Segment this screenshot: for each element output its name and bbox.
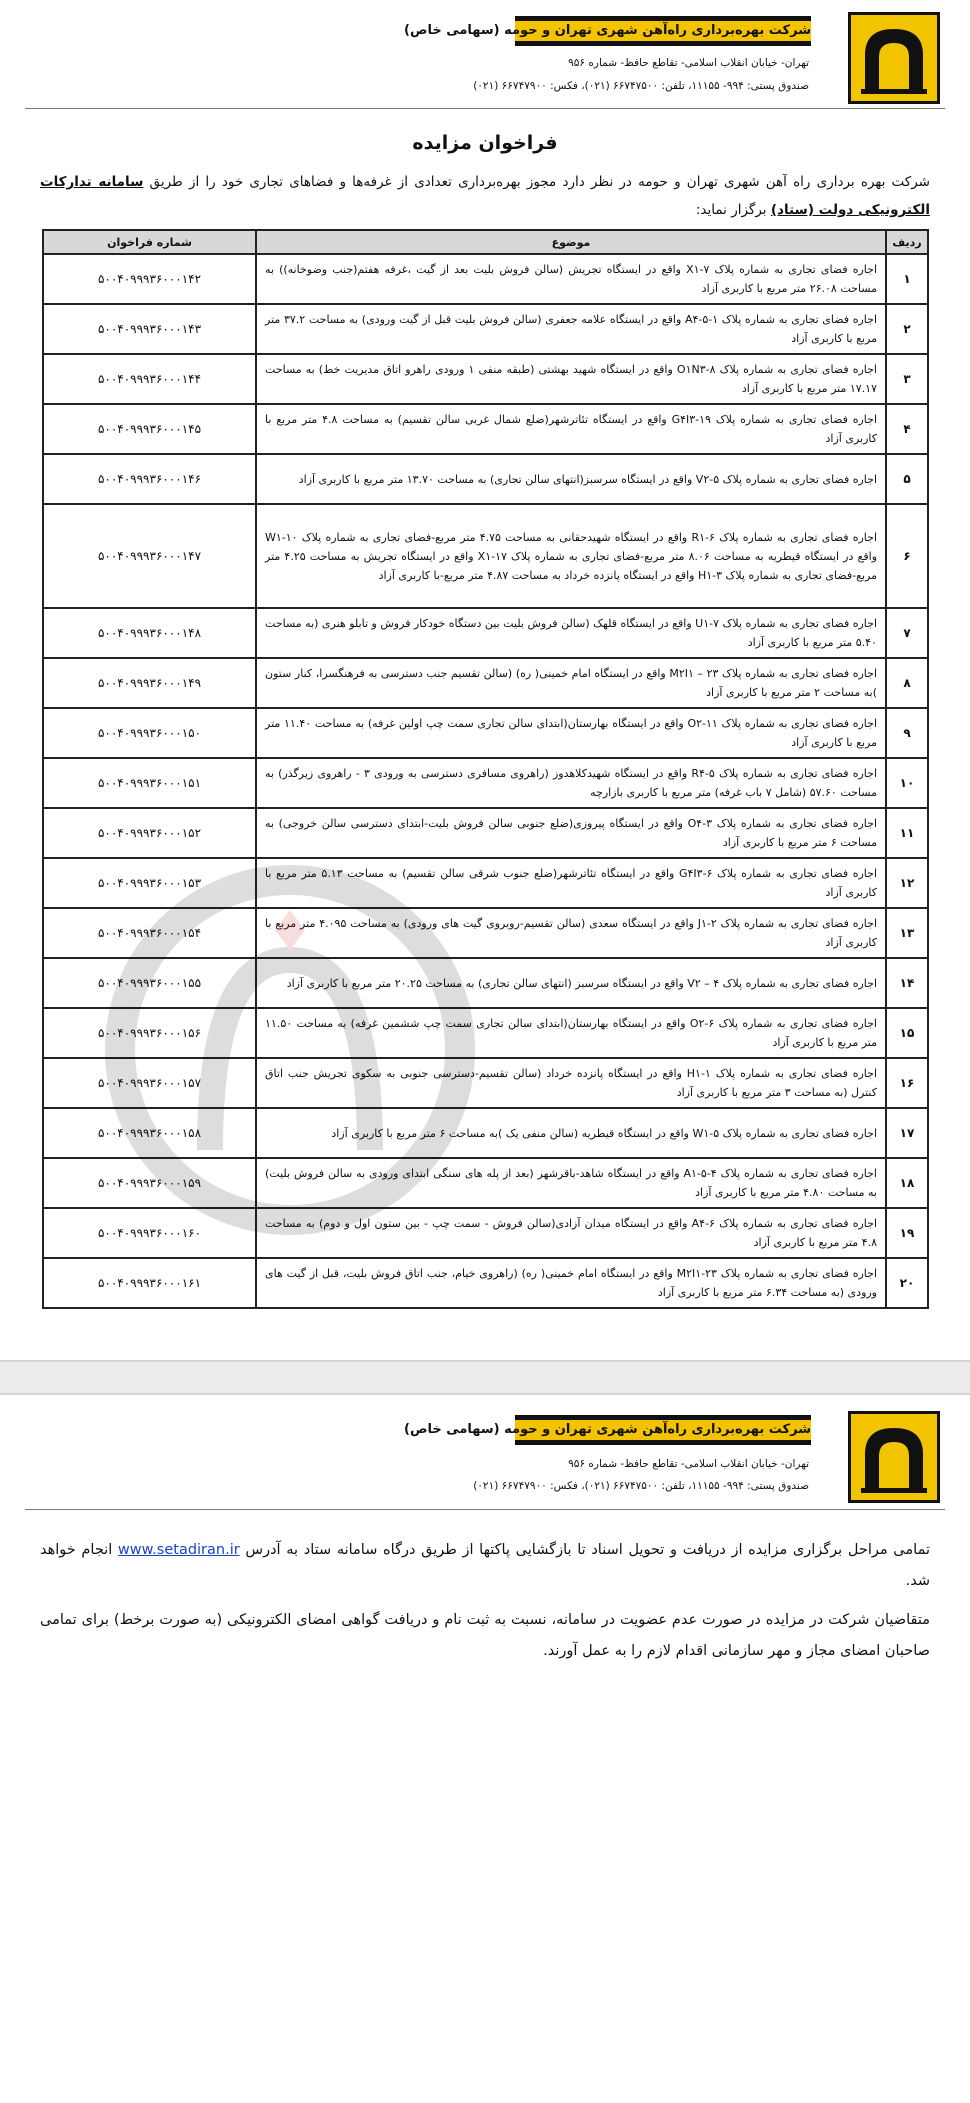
row-subject: اجاره فضای تجاری به شماره پلاک J۱-۲ واقع در ایستگاه سعدی (سالن تقسیم-روبروی گیت های ورودی) به مساحت ۴.۰۹۵ متر مربع با کاربری آزاد (256, 908, 886, 958)
row-subject: اجاره فضای تجاری به شماره پلاک V۲-۵ واقع در ایستگاه سرسبز(انتهای سالن تجاری) به مساحت ۱۳.۷۰ متر مربع با کاربری آزاد (256, 454, 886, 504)
row-call-number: ۵۰۰۴۰۹۹۹۳۶۰۰۰۱۵۵ (43, 958, 256, 1008)
table-row (43, 454, 928, 504)
table-row (43, 758, 928, 808)
table-row (43, 1208, 928, 1258)
row-subject: اجاره فضای تجاری به شماره پلاک R۱-۶ واقع در ایستگاه شهیدحقانی به مساحت ۴.۷۵ متر مربع-فضای تجاری به شماره پلاک W۱-۱۰ واقع در ایستگاه قیطریه به مساحت ۸.۰۶ متر مربع-فضای تجاری به شماره پلاک X۱-۱۷ واقع در ایستگاه تجریش به مساحت ۴.۲۵ متر مربع-فضای تجاری به شماره پلاک H۱-۳ واقع در ایستگاه پانزده خرداد به مساحت ۴.۸۷ متر مربع-با کاربری آزاد (256, 504, 886, 608)
process-paragraph (40, 1535, 930, 1597)
header-call-no: شماره فراخوان (43, 230, 256, 254)
row-number: ۱۰ (886, 758, 928, 808)
row-subject: اجاره فضای تجاری به شماره پلاک W۱-۵ واقع در ایستگاه قیطریه (سالن منفی یک )به مساحت ۶ متر مربع با کاربری آزاد (256, 1108, 886, 1158)
document-page-2 (0, 1395, 970, 2103)
process-text-end: انجام خواهد شد. (40, 1542, 930, 1589)
row-subject: اجاره فضای تجاری به شماره پلاک U۱-۷ واقع در ایستگاه قلهک (سالن فروش بلیت بین دستگاه خودکار فروش و تابلو هنری (به مساحت ۵.۴۰ متر مربع با کاربری آزاد (256, 608, 886, 658)
row-number: ۷ (886, 608, 928, 658)
row-call-number: ۵۰۰۴۰۹۹۹۳۶۰۰۰۱۵۴ (43, 908, 256, 958)
table-row (43, 1058, 928, 1108)
row-subject: اجاره فضای تجاری به شماره پلاک O۱N۳-۸ واقع در ایستگاه شهید بهشتی (طبقه منفی ۱ ورودی راهرو اتاق مدیریت خط) به مساحت ۱۷.۱۷ متر مربع با کاربری آزاد (256, 354, 886, 404)
row-subject: اجاره فضای تجاری به شماره پلاک G۴I۳-۶ واقع در ایستگاه تئاترشهر(ضلع جنوب شرقی سالن تقسیم) به مساحت ۵.۱۳ متر مربع با کاربری آزاد (256, 858, 886, 908)
applicants-paragraph: متقاضیان شرکت در مزایده در صورت عدم عضویت در سامانه، نسبت به ثبت نام و دریافت گواهی امضای الکترونیکی (به صورت برخط) برای تمامی صاحبان امضای مجاز و مهر سازمانی اقدام لازم را به عمل آورند. (40, 1612, 930, 1659)
row-call-number: ۵۰۰۴۰۹۹۹۳۶۰۰۰۱۵۰ (43, 708, 256, 758)
table-row (43, 404, 928, 454)
table-row (43, 608, 928, 658)
table-row (43, 504, 928, 608)
company-name-bar: شرکت بهره‌برداری راه‌آهن شهری تهران و حومه (سهامی خاص) (515, 1415, 811, 1445)
row-number: ۵ (886, 454, 928, 504)
header-row-no: ردیف (886, 230, 928, 254)
company-contact: صندوق پستی: ۹۹۴- ۱۱۱۵۵، تلفن: ۶۶۷۴۷۵۰۰ (۰۲۱)، فکس: ۶۶۷۴۷۹۰۰ (۰۲۱) (473, 1480, 809, 1492)
table-row (43, 808, 928, 858)
row-call-number: ۵۰۰۴۰۹۹۹۳۶۰۰۰۱۵۱ (43, 758, 256, 808)
row-call-number: ۵۰۰۴۰۹۹۹۳۶۰۰۰۱۴۵ (43, 404, 256, 454)
row-subject: اجاره فضای تجاری به شماره پلاک O۲-۶ واقع در ایستگاه بهارستان(ابتدای سالن تجاری سمت چپ ششمین غرفه) به مساحت ۱۱.۵۰ متر مربع با کاربری آزاد (256, 1008, 886, 1058)
intro-paragraph (40, 168, 930, 224)
company-name-bar: شرکت بهره‌برداری راه‌آهن شهری تهران و حومه (سهامی خاص) (515, 16, 811, 46)
row-subject: اجاره فضای تجاری به شماره پلاک M۲I۱ – ۲۳ واقع در ایستگاه امام خمینی( ره) (سالن تقسیم جنب دسترسی به فرهنگسرا، کنار ستون )به مساحت ۲ متر مربع با کاربری آزاد (256, 658, 886, 708)
row-number: ۱۸ (886, 1158, 928, 1208)
page-separator (0, 1360, 970, 1395)
row-number: ۱ (886, 254, 928, 304)
row-subject: اجاره فضای تجاری به شماره پلاک A۱-۵-۴ واقع در ایستگاه شاهد-باقرشهر (بعد از پله های سنگی ابتدای ورودی به سالن فروش بلیت) به مساحت ۴.۸۰ متر مربع با کاربری آزاد (256, 1158, 886, 1208)
row-call-number: ۵۰۰۴۰۹۹۹۳۶۰۰۰۱۴۸ (43, 608, 256, 658)
row-number: ۸ (886, 658, 928, 708)
table-row (43, 1108, 928, 1158)
row-subject: اجاره فضای تجاری به شماره پلاک G۴I۳-۱۹ واقع در ایستگاه تئاترشهر(ضلع شمال غربی سالن تقسیم) به مساحت ۴.۸ متر مربع با کاربری آزاد (256, 404, 886, 454)
row-number: ۱۲ (886, 858, 928, 908)
row-subject: اجاره فضای تجاری به شماره پلاک O۲-۱۱ واقع در ایستگاه بهارستان(ابتدای سالن تجاری سمت چپ اولین غرفه) به مساحت ۱۱.۴۰ متر مربع با کاربری آزاد (256, 708, 886, 758)
row-number: ۹ (886, 708, 928, 758)
row-number: ۱۴ (886, 958, 928, 1008)
row-subject: اجاره فضای تجاری به شماره پلاک X۱-۷ واقع در ایستگاه تجریش (سالن فروش بلیت بعد از گیت ،غرفه هفتم(جنب وضوخانه)) به مساحت ۲۶.۰۸ متر مربع با کاربری آزاد (256, 254, 886, 304)
row-call-number: ۵۰۰۴۰۹۹۹۳۶۰۰۰۱۵۳ (43, 858, 256, 908)
page-title: فراخوان مزایده (412, 132, 558, 154)
table-row (43, 908, 928, 958)
table-row (43, 858, 928, 908)
row-number: ۱۶ (886, 1058, 928, 1108)
intro-text: شرکت بهره برداری راه آهن شهری تهران و حومه در نظر دارد مجوز بهره‌برداری تعدادی از غرفه‌ها و فضاهای تجاری خود را از طریق (143, 174, 930, 190)
table-header-row (43, 230, 928, 254)
process-text: تمامی مراحل برگزاری مزایده از دریافت و تحویل اسناد تا بازگشایی پاکتها از طریق درگاه سامانه ستاد به آدرس (239, 1542, 930, 1558)
row-subject: اجاره فضای تجاری به شماره پلاک V۲ – ۴ واقع در ایستگاه سرسبز (انتهای سالن تجاری) به مساحت ۲۰.۲۵ متر مربع با کاربری آزاد (256, 958, 886, 1008)
row-call-number: ۵۰۰۴۰۹۹۹۳۶۰۰۰۱۶۰ (43, 1208, 256, 1258)
table-row (43, 1008, 928, 1058)
setadiran-link[interactable]: www.setadiran.ir (117, 1542, 240, 1558)
row-call-number: ۵۰۰۴۰۹۹۹۳۶۰۰۰۱۴۶ (43, 454, 256, 504)
row-call-number: ۵۰۰۴۰۹۹۹۳۶۰۰۰۱۵۶ (43, 1008, 256, 1058)
header-divider (25, 108, 945, 109)
row-subject: اجاره فضای تجاری به شماره پلاک H۱-۱ واقع در ایستگاه پانزده خرداد (سالن تقسیم-دسترسی جنوبی به سکوی تجریش جنب اتاق کنترل (به مساحت ۳ متر مربع با کاربری آزاد (256, 1058, 886, 1108)
row-number: ۱۹ (886, 1208, 928, 1258)
row-number: ۲۰ (886, 1258, 928, 1308)
company-address: تهران- خیابان انقلاب اسلامی- تقاطع حافظ- شماره ۹۵۶ (568, 57, 809, 69)
row-subject: اجاره فضای تجاری به شماره پلاک A۴-۶ واقع در ایستگاه میدان آزادی(سالن فروش - سمت چپ - بین ستون اول و دوم) به مساحت ۴.۸ متر مربع با کاربری آزاد (256, 1208, 886, 1258)
row-call-number: ۵۰۰۴۰۹۹۹۳۶۰۰۰۱۴۲ (43, 254, 256, 304)
row-call-number: ۵۰۰۴۰۹۹۹۳۶۰۰۰۱۵۹ (43, 1158, 256, 1208)
row-call-number: ۵۰۰۴۰۹۹۹۳۶۰۰۰۱۵۸ (43, 1108, 256, 1158)
row-call-number: ۵۰۰۴۰۹۹۹۳۶۰۰۰۱۴۴ (43, 354, 256, 404)
auction-lots-table (42, 229, 929, 1309)
company-contact: صندوق پستی: ۹۹۴- ۱۱۱۵۵، تلفن: ۶۶۷۴۷۵۰۰ (۰۲۱)، فکس: ۶۶۷۴۷۹۰۰ (۰۲۱) (473, 80, 809, 92)
table-row (43, 708, 928, 758)
row-number: ۱۵ (886, 1008, 928, 1058)
row-subject: اجاره فضای تجاری به شماره پلاک A۴-۵-۱ واقع در ایستگاه علامه جعفری (سالن فروش بلیت قبل از گیت ورودی) به مساحت ۳۷.۲ متر مربع با کاربری آزاد (256, 304, 886, 354)
company-address: تهران- خیابان انقلاب اسلامی- تقاطع حافظ- شماره ۹۵۶ (568, 1458, 809, 1470)
table-row (43, 304, 928, 354)
row-call-number: ۵۰۰۴۰۹۹۹۳۶۰۰۰۱۴۳ (43, 304, 256, 354)
header-divider (25, 1509, 945, 1510)
table-row (43, 354, 928, 404)
table-row (43, 1258, 928, 1308)
row-call-number: ۵۰۰۴۰۹۹۹۳۶۰۰۰۱۴۷ (43, 504, 256, 608)
row-call-number: ۵۰۰۴۰۹۹۹۳۶۰۰۰۱۶۱ (43, 1258, 256, 1308)
table-row (43, 658, 928, 708)
row-number: ۲ (886, 304, 928, 354)
setad-system-name: سامانه تدارکات الکترونیکی دولت (ستاد) (40, 174, 930, 218)
header-subject: موضوع (256, 230, 886, 254)
row-number: ۴ (886, 404, 928, 454)
intro-text-end: برگزار نماید: (695, 202, 771, 218)
row-number: ۱۱ (886, 808, 928, 858)
row-call-number: ۵۰۰۴۰۹۹۹۳۶۰۰۰۱۵۷ (43, 1058, 256, 1108)
row-subject: اجاره فضای تجاری به شماره پلاک O۴-۳ واقع در ایستگاه پیروزی(ضلع جنوبی سالن فروش بلیت-ابتدای دسترسی سالن خروجی) به مساحت ۶ متر مربع با کاربری آزاد (256, 808, 886, 858)
table-row (43, 1158, 928, 1208)
row-subject: اجاره فضای تجاری به شماره پلاک R۴-۵ واقع در ایستگاه شهیدکلاهدوز (راهروی مسافری دسترسی به ورودی ۳ - راهروی زیرگذر) به مساحت ۵۷.۶۰ (شامل ۷ باب غرفه) متر مربع با کاربری بازارچه (256, 758, 886, 808)
row-call-number: ۵۰۰۴۰۹۹۹۳۶۰۰۰۱۴۹ (43, 658, 256, 708)
metro-logo-icon (848, 12, 940, 104)
row-subject: اجاره فضای تجاری به شماره پلاک M۲I۱-۲۳ واقع در ایستگاه امام خمینی( ره) (راهروی خیام، جنب اتاق فروش بلیت، قبل از گیت های ورودی (به مساحت ۶.۳۴ متر مربع با کاربری آزاد (256, 1258, 886, 1308)
metro-logo-icon (848, 1411, 940, 1503)
row-number: ۱۳ (886, 908, 928, 958)
row-number: ۳ (886, 354, 928, 404)
row-number: ۶ (886, 504, 928, 608)
table-row (43, 254, 928, 304)
row-call-number: ۵۰۰۴۰۹۹۹۳۶۰۰۰۱۵۲ (43, 808, 256, 858)
table-row (43, 958, 928, 1008)
row-number: ۱۷ (886, 1108, 928, 1158)
